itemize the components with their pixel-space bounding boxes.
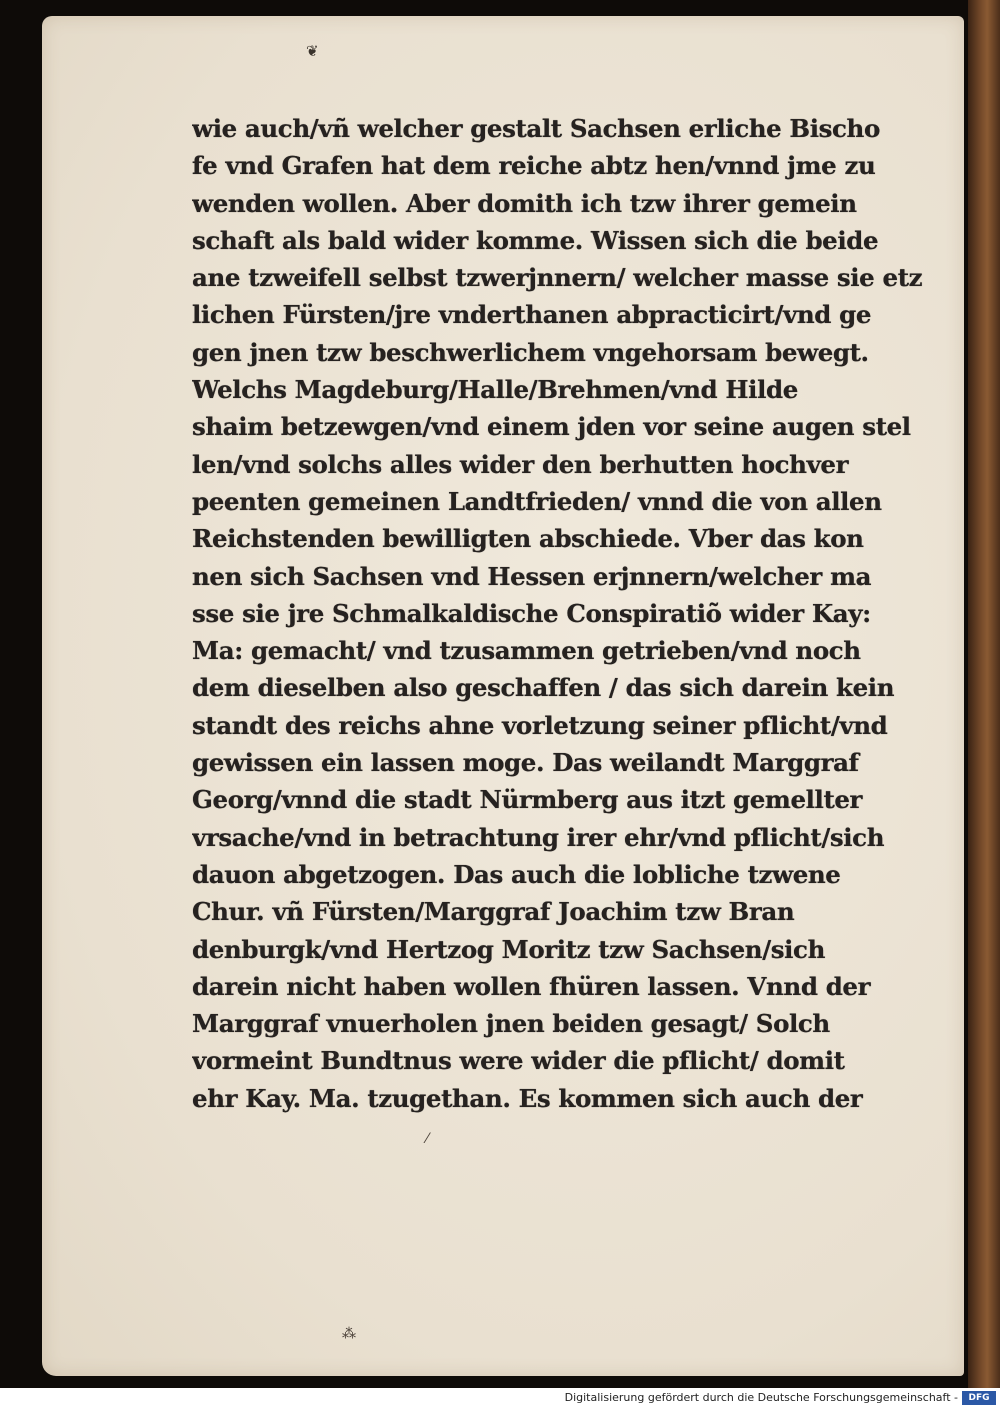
text-line: fe vnd Grafen hat dem reiche abtz hen/vnnd jme zu: [192, 151, 876, 181]
text-line: Marggraf vnuerholen jnen beiden gesagt/ Solch: [192, 1009, 830, 1039]
text-line: gewissen ein lassen moge. Das weilandt Marggraf: [192, 748, 859, 778]
text-line: Welchs Magdeburg/Halle/Brehmen/vnd Hilde: [192, 375, 798, 405]
bottom-ornament: ⁂: [342, 1326, 356, 1342]
top-ornament: ❦: [306, 42, 319, 60]
text-line: nen sich Sachsen vnd Hessen erjnnern/welcher ma: [192, 561, 872, 591]
footer-bar: [0, 1388, 1000, 1409]
text-line: denburgk/vnd Hertzog Moritz tzw Sachsen/sich: [192, 934, 825, 964]
text-line: vrsache/vnd in betrachtung irer ehr/vnd pflicht/sich: [192, 822, 885, 852]
text-line: vormeint Bundtnus were wider die pflicht/ domit: [192, 1046, 845, 1076]
text-line: wie auch/vñ welcher gestalt Sachsen erliche Bischo: [192, 114, 880, 143]
text-line: schaft als bald wider komme. Wissen sich die beide: [192, 225, 879, 255]
text-line: gen jnen tzw beschwerlichem vngehorsam bewegt.: [192, 337, 869, 367]
text-line: Chur. vñ Fürsten/Marggraf Joachim tzw Bran: [192, 897, 795, 927]
text-line: shaim betzewgen/vnd einem jden vor seine augen stel: [192, 412, 911, 442]
text-line: wenden wollen. Aber domith ich tzw ihrer gemein: [192, 188, 857, 218]
text-line: Georg/vnnd die stadt Nürmberg aus itzt gemellter: [192, 785, 863, 815]
book-binding-edge: [968, 0, 1000, 1388]
text-line: peenten gemeinen Landtfrieden/ vnnd die von allen: [192, 486, 882, 516]
funding-credit: Digitalisierung gefördert durch die Deutsche Forschungsgemeinschaft -: [564, 1391, 958, 1404]
margin-mark: ⁄: [426, 1131, 429, 1147]
book-page: [42, 16, 964, 1376]
text-line: standt des reichs ahne vorletzung seiner pflicht/vnd: [192, 710, 888, 740]
text-line: ehr Kay. Ma. tzugethan. Es kommen sich auch der: [192, 1083, 863, 1113]
page-text: [192, 110, 952, 1117]
text-line: dem dieselben also geschaffen / das sich darein kein: [192, 673, 895, 703]
text-line: sse sie jre Schmalkaldische Conspiratiõ wider Kay:: [192, 598, 871, 628]
text-line: darein nicht haben wollen fhüren lassen. Vnnd der: [192, 971, 871, 1001]
dfg-logo: DFG: [962, 1391, 996, 1405]
text-line: dauon abgetzogen. Das auch die lobliche tzwene: [192, 859, 841, 889]
text-line: ane tzweifell selbst tzwerjnnern/ welcher masse sie etz: [192, 263, 923, 293]
text-line: Ma: gemacht/ vnd tzusammen getrieben/vnd noch: [192, 636, 861, 666]
text-line: Reichstenden bewilligten abschiede. Vber das kon: [192, 524, 864, 554]
text-line: lichen Fürsten/jre vnderthanen abpracticirt/vnd ge: [192, 300, 872, 330]
text-line: len/vnd solchs alles wider den berhutten hochver: [192, 449, 849, 479]
